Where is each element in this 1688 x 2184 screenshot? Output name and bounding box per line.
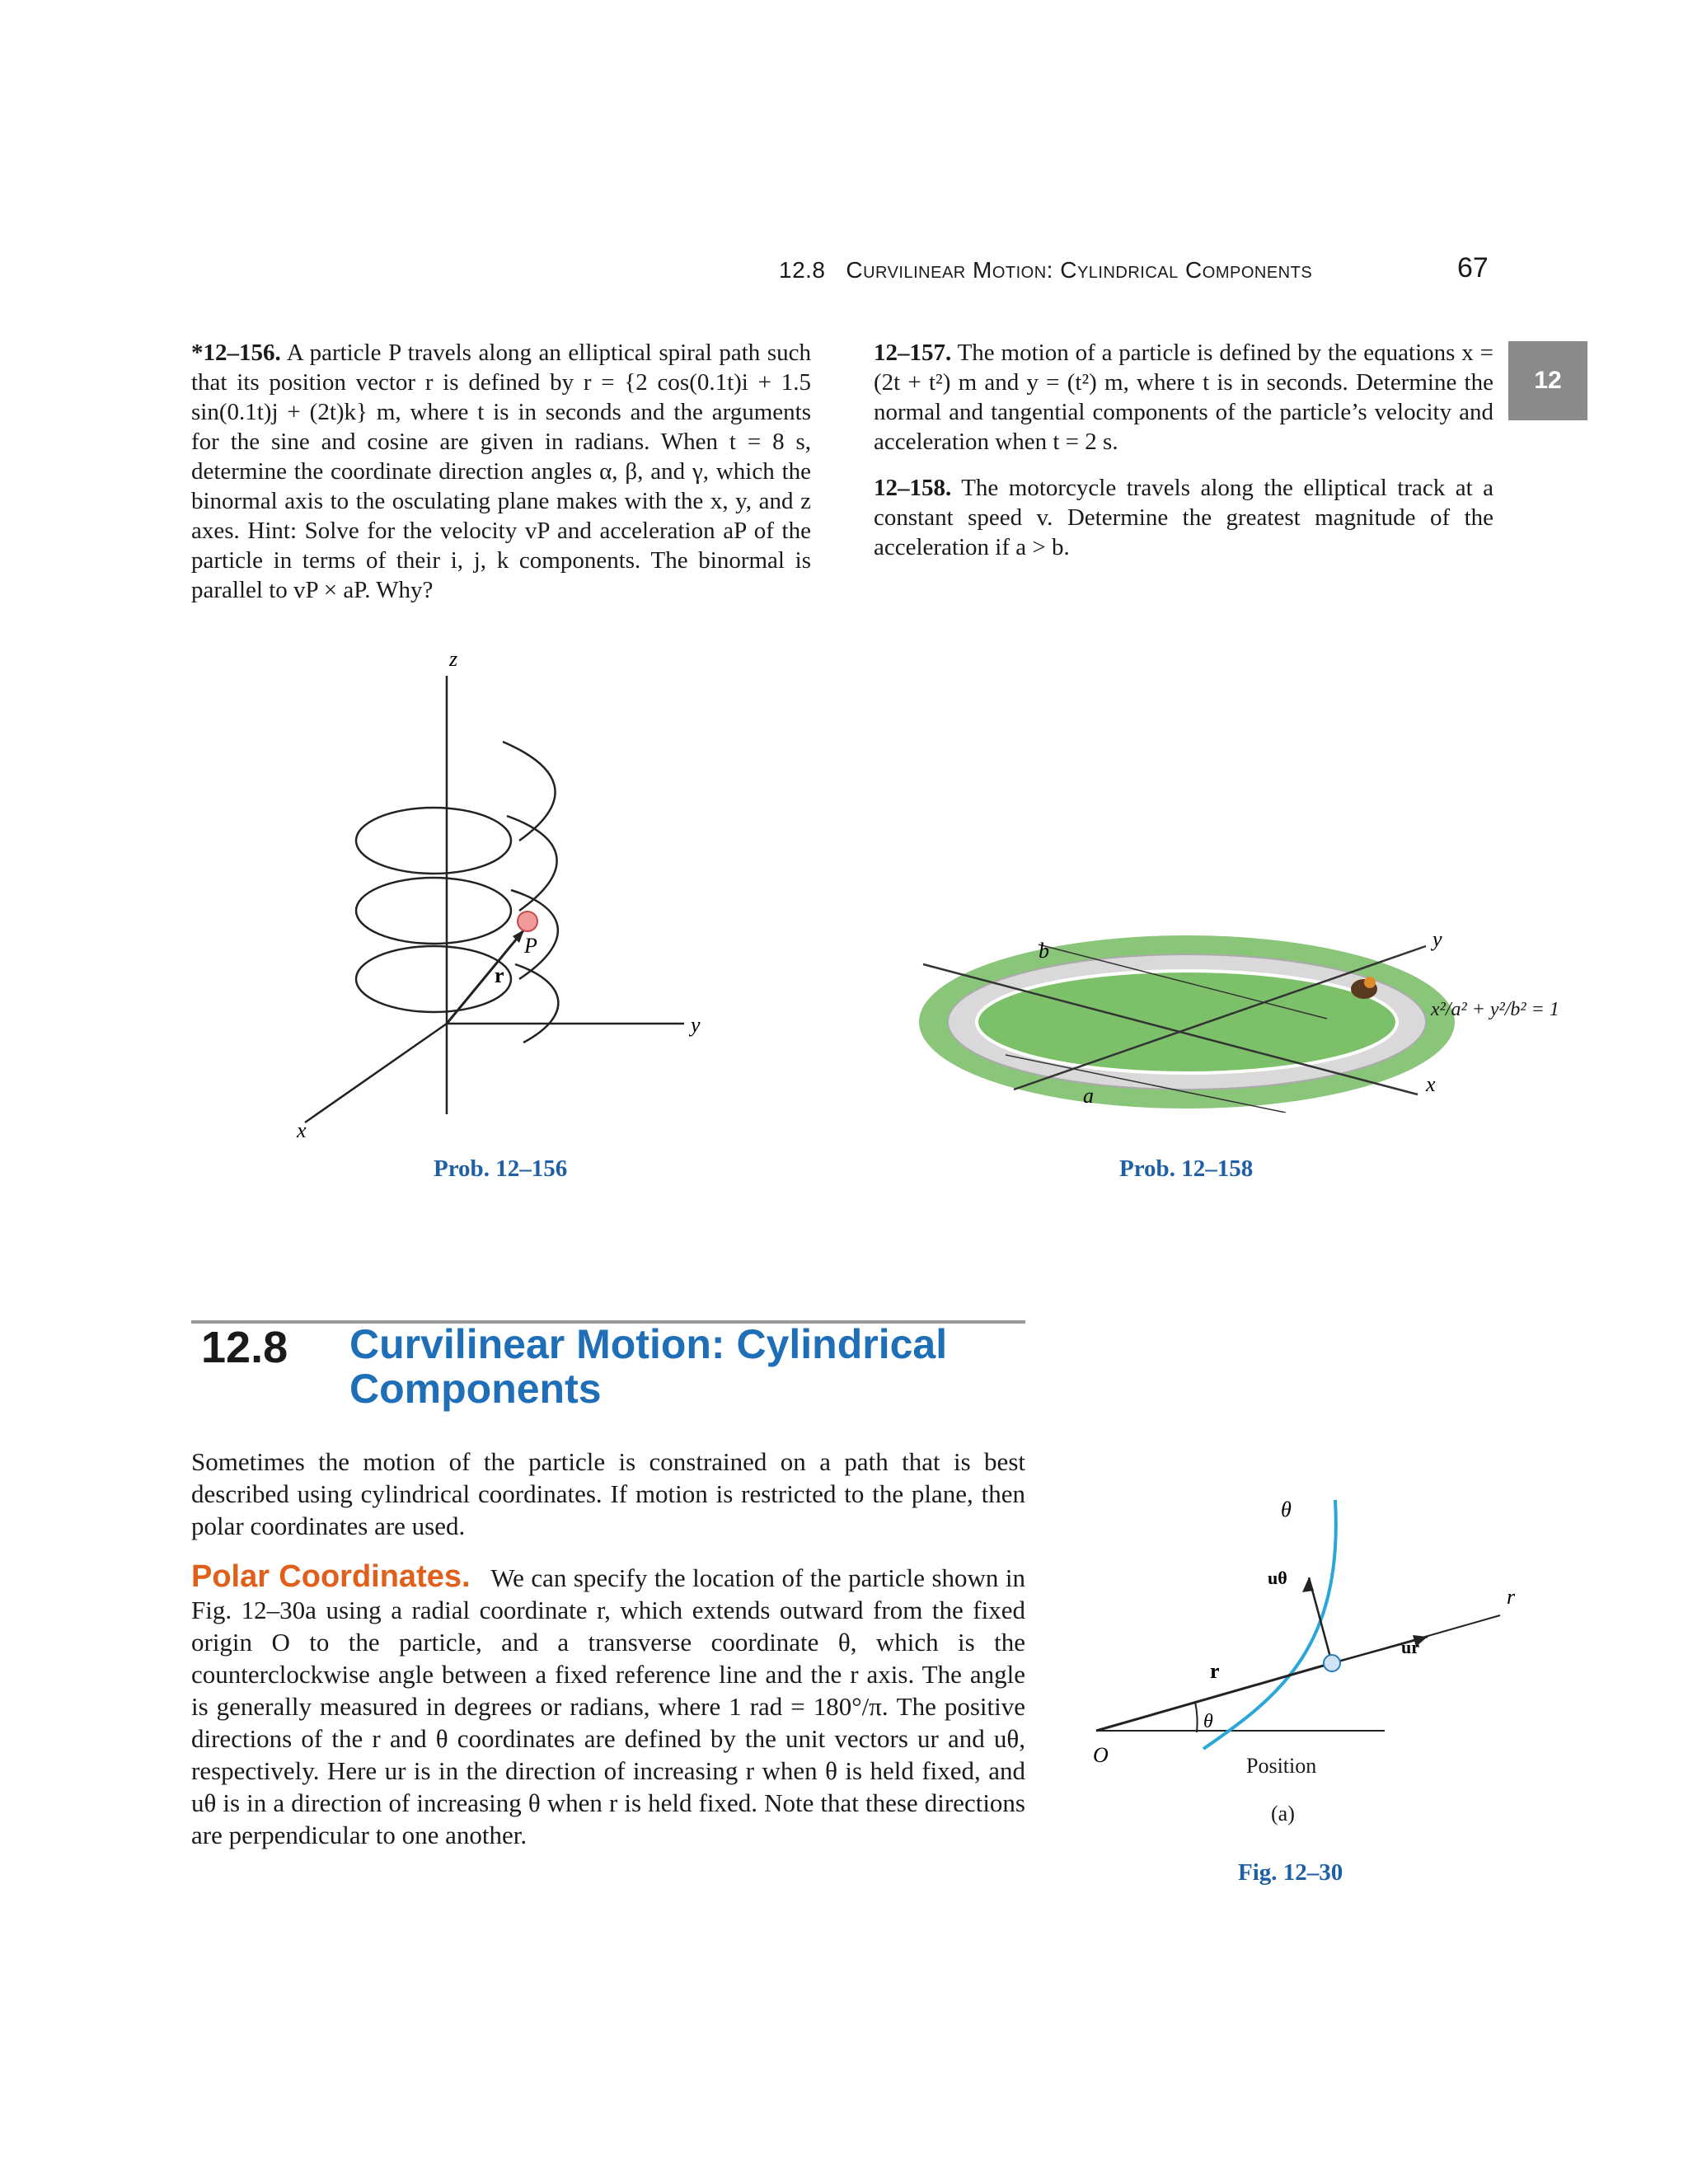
problem-12-157 [874,338,1493,457]
section-number: 12.8 [201,1323,288,1372]
label-origin: O [1093,1743,1109,1767]
problem-text: The motorcycle travels along the elliptical track at a constant speed v. Determine the greatest magnitude of the acceleration if a > b. [874,475,1493,560]
particle-p [518,912,537,931]
caption-prob-12-156: Prob. 12–156 [434,1155,568,1182]
problem-12-158 [874,473,1493,562]
polar-text: We can specify the location of the particle shown in Fig. 12–30a using a radial coordinate r, which extends outward from the fixed origin O to the particle, and a transverse coordinate θ, which is the counterclockwise angle between a fixed reference line and the r axis. The angle is generally measured in degrees or radians, where 1 rad = 180°/π. The positive directions of the r and θ coordinates are defined by the unit vectors ur and uθ, respectively. Here ur is in the direction of increasing r when θ is held fixed, and uθ is in a direction of increasing θ when r is held fixed. Note that these directions are perpendicular to one another. [191,1563,1025,1849]
problem-number: *12–156. [191,340,281,366]
problem-text: The motion of a particle is defined by the equations x = (2t + t²) m and y = (t²) m, where t is in seconds. Determine the normal and tangential components of the particle’s velocity and acceleration when t = 2 s. [874,340,1493,455]
x-axis [305,1024,447,1122]
label-r-vector: r [1210,1659,1220,1683]
problem-number: 12–158. [874,475,952,501]
label-x: x [1426,1072,1436,1096]
label-y: y [691,1013,701,1037]
theta-arc [1195,1702,1198,1732]
chapter-tab: 12 [1508,341,1587,420]
label-y: y [1432,927,1442,951]
problem-text: A particle P travels along an elliptical spiral path such that its position vector r is defined by r = {2 cos(0.1t)i + 1.5 sin(0.1t)j + (2t)k} m, where t is in seconds and the arguments for the sine and cosine are given in radians. When t = 8 s, determine the coordinate direction angles α, β, and γ, which the binormal axis to the osculating plane makes with the x, y, and z axes. Hint: Solve for the velocity vP and acceleration aP of the particle in terms of their i, j, k components. The binormal is parallel to vP × aP. Why? [191,340,811,603]
running-head [779,257,1339,284]
particle [1324,1655,1340,1671]
ellipse-equation: x²/a² + y²/b² = 1 [1431,999,1559,1020]
helix-coil [356,808,511,874]
figure-prob-12-156 [272,643,767,1154]
label-theta-angle: θ [1203,1711,1213,1732]
intro-paragraph: Sometimes the motion of the particle is constrained on a path that is best described using cylindrical coordinates. If motion is restricted to the plane, then polar coordinates are used. [191,1447,1025,1540]
label-r-axis: r [1507,1585,1516,1609]
label-b: b [1039,939,1049,963]
label-theta-axis: θ [1281,1497,1292,1521]
polar-paragraph [191,1561,1025,1851]
label-z: z [449,647,458,671]
label-x: x [297,1118,307,1142]
page-number: 67 [1457,252,1489,284]
problem-12-156 [191,338,811,605]
label-u-r: ur [1401,1637,1419,1657]
figure-12-30 [1071,1492,1550,1772]
track-inner [977,971,1397,1073]
position-vector [447,930,524,1024]
caption-prob-12-158: Prob. 12–158 [1119,1155,1254,1182]
polar-subheading: Polar Coordinates. [191,1559,471,1594]
helix-coil [515,964,558,1043]
problem-number: 12–157. [874,340,952,366]
section-title: Curvilinear Motion: Cylindrical Components [349,1321,948,1412]
label-p: P [524,934,537,958]
label-u-theta: uθ [1268,1568,1287,1588]
label-subfigure-a: (a) [1271,1802,1295,1825]
label-r: r [495,963,504,987]
u-theta-arrowhead [1302,1577,1314,1592]
helix-coil [356,878,511,944]
helix-coil [356,946,511,1012]
caption-fig-12-30: Fig. 12–30 [1238,1859,1343,1886]
particle-path [1203,1500,1336,1749]
running-head-title: Curvilinear Motion: Cylindrical Components [846,257,1313,283]
running-head-number: 12.8 [779,257,826,283]
label-position: Position [1246,1754,1317,1778]
label-a: a [1083,1084,1094,1108]
